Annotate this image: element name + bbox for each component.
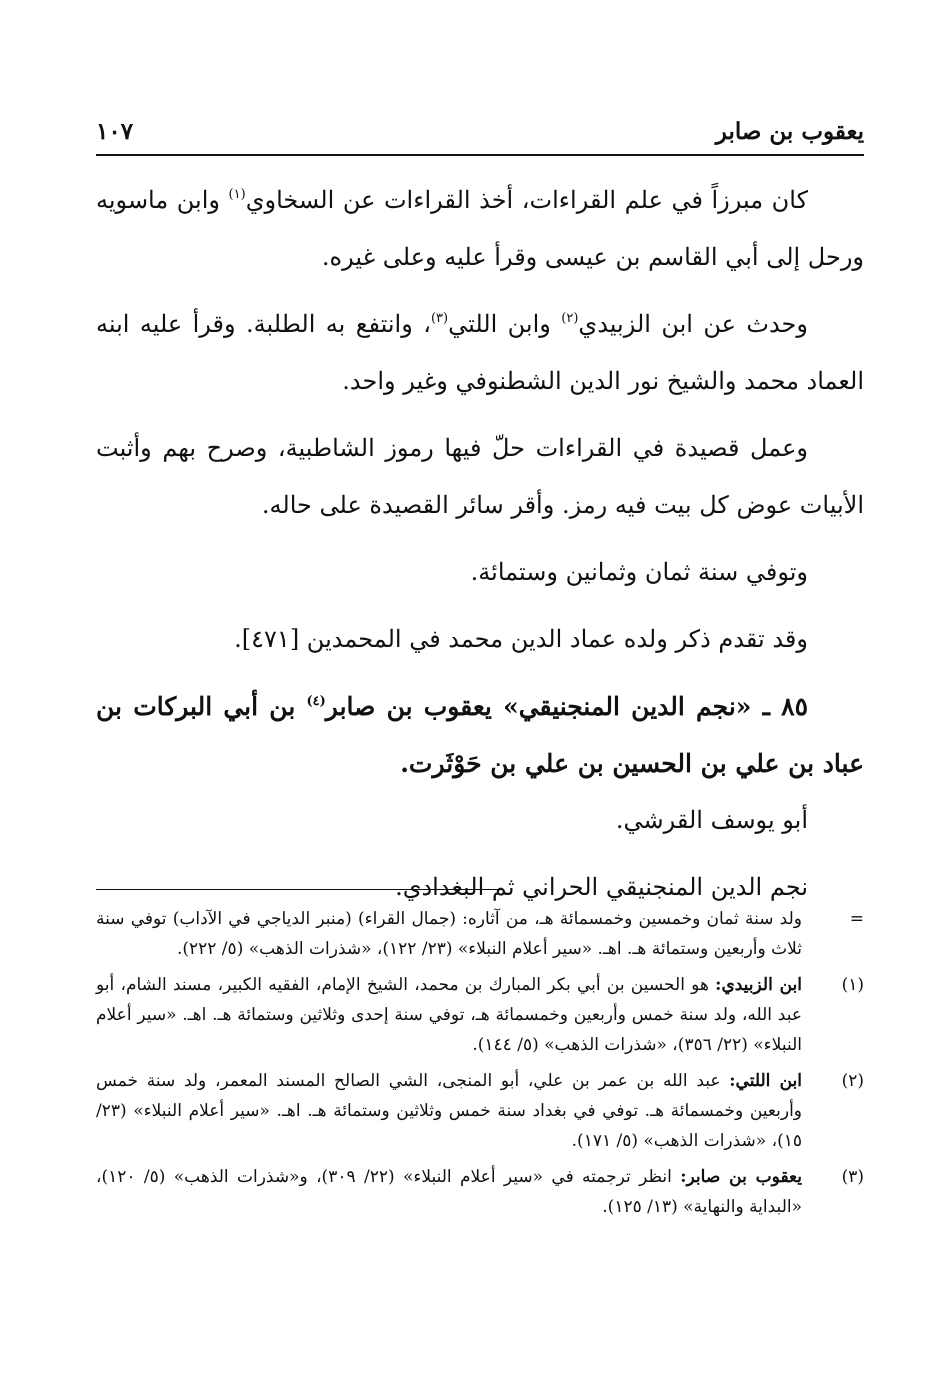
paragraph-2-text-a: وحدث عن ابن الزبيدي: [578, 310, 808, 338]
main-text: [96, 172, 864, 926]
footnote-text: عبد الله بن عمر بن علي، أبو المنجى، الشي الصالح المسند المعمر، ولد سنة خمس وأربعين وخمسمائة هـ. توفي في بغداد سنة خمس وثلاثين وستمائة هـ. اهـ. «سير أعلام النبلاء» (٢٣/ ١٥)، «شذرات الذهب» (٥/ ١٧١).: [96, 1071, 802, 1151]
footnotes: [96, 904, 864, 1228]
footnote-body: [96, 970, 834, 1060]
footnote-lead: ابن اللتي:: [729, 1071, 802, 1091]
paragraph-1-text-b: وابن ماسويه ورحل إلى أبي القاسم بن عيسى وقرأ عليه وعلى غيره.: [96, 186, 864, 271]
paragraph-1: [96, 172, 864, 286]
entry-heading-text-a: ٨٥ ـ «نجم الدين المنجنيقي» يعقوب بن صابر: [325, 692, 808, 721]
footnote-1: [96, 970, 864, 1060]
footnote-lead: يعقوب بن صابر:: [680, 1167, 802, 1187]
footnote-ref-3[interactable]: (٣): [430, 311, 449, 326]
footnote-divider: [96, 889, 500, 890]
footnote-ref-2[interactable]: (٢): [561, 311, 579, 326]
footnote-text: انظر ترجمته في «سير أعلام النبلاء» (٢٢/ ٣٠٩)، و«شذرات الذهب» (٥/ ١٢٠)، «البداية والنهاية» (١٣/ ١٢٥).: [96, 1167, 802, 1217]
footnote-ref-4[interactable]: (٤): [306, 694, 326, 709]
paragraph-1-text-a: كان مبرزاً في علم القراءات، أخذ القراءات عن السخاوي: [245, 186, 808, 214]
paragraph-5: وقد تقدم ذكر ولده عماد الدين محمد في المحمدين [٤٧١].: [234, 625, 808, 653]
footnote-text: هو الحسين بن أبي بكر المبارك بن محمد، الشيخ الإمام، الفقيه الكبير، مسند الشام، أبو عبد الله، ولد سنة خمس وأربعين وخمسمائة هـ، توفي سنة إحدى وثلاثين وستمائة هـ. اهـ. «سير أعلام النبلاء» (٢٢/ ٣٥٦)، «شذرات الذهب» (٥/ ١٤٤).: [96, 975, 802, 1055]
footnote-2: [96, 1066, 864, 1156]
paragraph-7: نجم الدين المنجنيقي الحراني ثم البغدادي.: [395, 873, 808, 901]
entry-heading: [96, 678, 864, 792]
paragraph-2: [96, 296, 864, 410]
book-page: [96, 0, 864, 1377]
footnote-mark: (١): [841, 975, 864, 995]
paragraph-2-text-b: وابن اللتي: [448, 310, 562, 338]
footnote-body: [96, 1162, 834, 1222]
page-number: ١٠٧: [96, 118, 134, 145]
footnote-mark: (٢): [841, 1071, 864, 1091]
footnote-body: [96, 1066, 834, 1156]
footnote-ref-1[interactable]: (١): [228, 187, 246, 202]
paragraph-4: وتوفي سنة ثمان وثمانين وستمائة.: [470, 558, 808, 586]
paragraph-2-text-c: ، وانتفع به الطلبة. وقرأ عليه ابنه العماد محمد والشيخ نور الدين الشطنوفي وغير واحد.: [96, 310, 864, 395]
footnote-text: ولد سنة ثمان وخمسين وخمسمائة هـ، من آثاره: (جمال القراء) (منبر الدياجي في الآداب) توفي سنة ثلاث وأربعين وستمائة هـ. اهـ. «سير أعلام النبلاء» (٢٣/ ١٢٢)، «شذرات الذهب» (٥/ ٢٢٢).: [96, 909, 802, 959]
paragraph-6: أبو يوسف القرشي.: [615, 806, 808, 834]
running-title: يعقوب بن صابر: [715, 118, 864, 145]
footnote-mark: =: [849, 909, 864, 929]
footnote-continuation: [96, 904, 864, 964]
footnote-lead: ابن الزبيدي:: [715, 975, 802, 995]
footnote-mark: (٣): [841, 1167, 864, 1187]
footnote-body: [96, 904, 834, 964]
page-header: [96, 114, 864, 156]
paragraph-3: وعمل قصيدة في القراءات حلّ فيها رموز الشاطبية، وصرح بهم وأثبت الأبيات عوض كل بيت فيه رمز. وأقر سائر القصيدة على حاله.: [96, 434, 864, 519]
footnote-3: [96, 1162, 864, 1222]
entry-heading-text-b: بن أبي البركات بن عباد بن علي بن الحسين بن علي بن حَوْثَرت.: [96, 692, 864, 778]
